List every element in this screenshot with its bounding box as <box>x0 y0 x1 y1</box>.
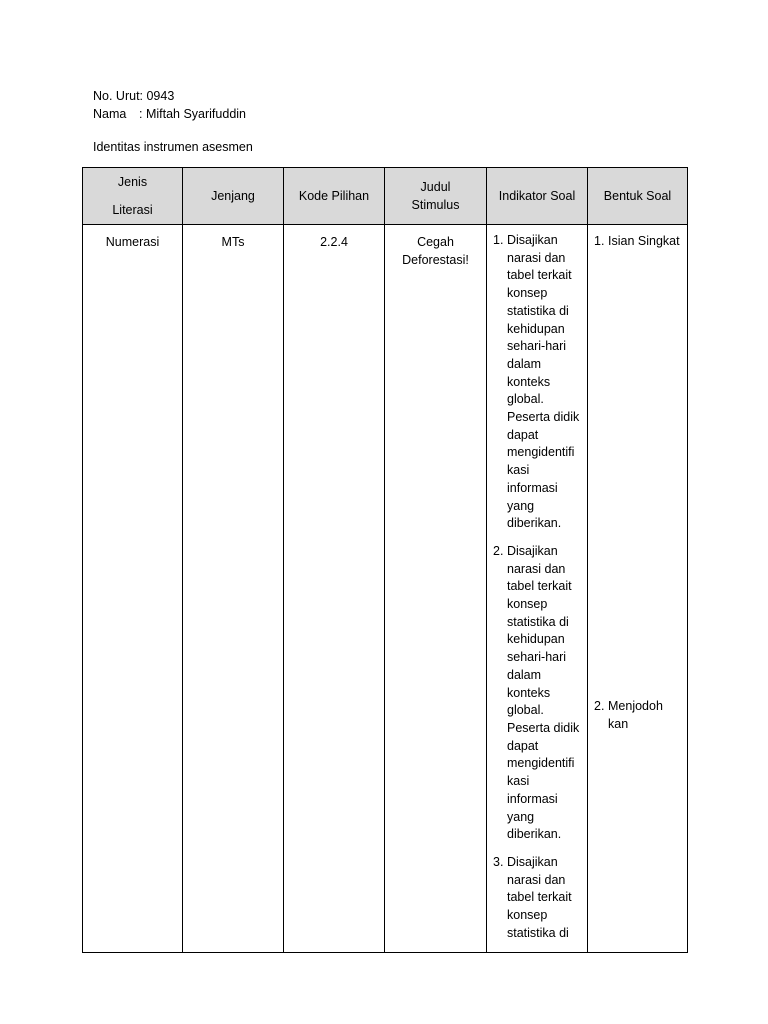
header-judul-stimulus: Judul Stimulus <box>385 168 487 225</box>
table-row <box>83 225 688 953</box>
no-urut-line <box>93 87 246 105</box>
header-bentuk-soal: Bentuk Soal <box>588 168 688 225</box>
bentuk-item: 2. Menjodoh kan <box>594 699 663 731</box>
no-urut-text: No. Urut: 0943 <box>93 89 175 103</box>
header-jenis-literasi: Jenis Literasi <box>83 168 183 225</box>
cell-jenjang: MTs <box>183 225 284 953</box>
cell-bentuk-soal <box>588 225 688 953</box>
bentuk-item: 1. Isian Singkat <box>594 234 680 248</box>
header-indikator-soal: Indikator Soal <box>487 168 588 225</box>
nama-line <box>93 105 246 123</box>
document-header <box>93 87 246 123</box>
indicator-item: 3. Disajikan narasi dan tabel terkait konsep statistika di <box>493 854 572 940</box>
header-jenjang: Jenjang <box>183 168 284 225</box>
cell-indikator-soal <box>487 225 588 953</box>
table-header-row <box>83 168 688 225</box>
nama-value: : Miftah Syarifuddin <box>139 107 246 121</box>
cell-jenis-literasi: Numerasi <box>83 225 183 953</box>
cell-judul-stimulus: Cegah Deforestasi! <box>385 225 487 953</box>
nama-label: Nama <box>93 107 127 121</box>
header-kode-pilihan: Kode Pilihan <box>284 168 385 225</box>
indicator-item: 2. Disajikan narasi dan tabel terkait konsep statistika di kehidupan sehari-hari dalam konteks global. Peserta didik dapat mengidentifi kasi informasi yang diberikan. <box>493 543 580 842</box>
cell-kode-pilihan: 2.2.4 <box>284 225 385 953</box>
instrument-table <box>82 167 688 953</box>
indicator-item: 1. Disajikan narasi dan tabel terkait konsep statistika di kehidupan sehari-hari dalam konteks global. Peserta didik dapat mengidentifi kasi informasi yang diberikan. <box>493 233 580 531</box>
section-title: Identitas instrumen asesmen <box>93 140 253 154</box>
